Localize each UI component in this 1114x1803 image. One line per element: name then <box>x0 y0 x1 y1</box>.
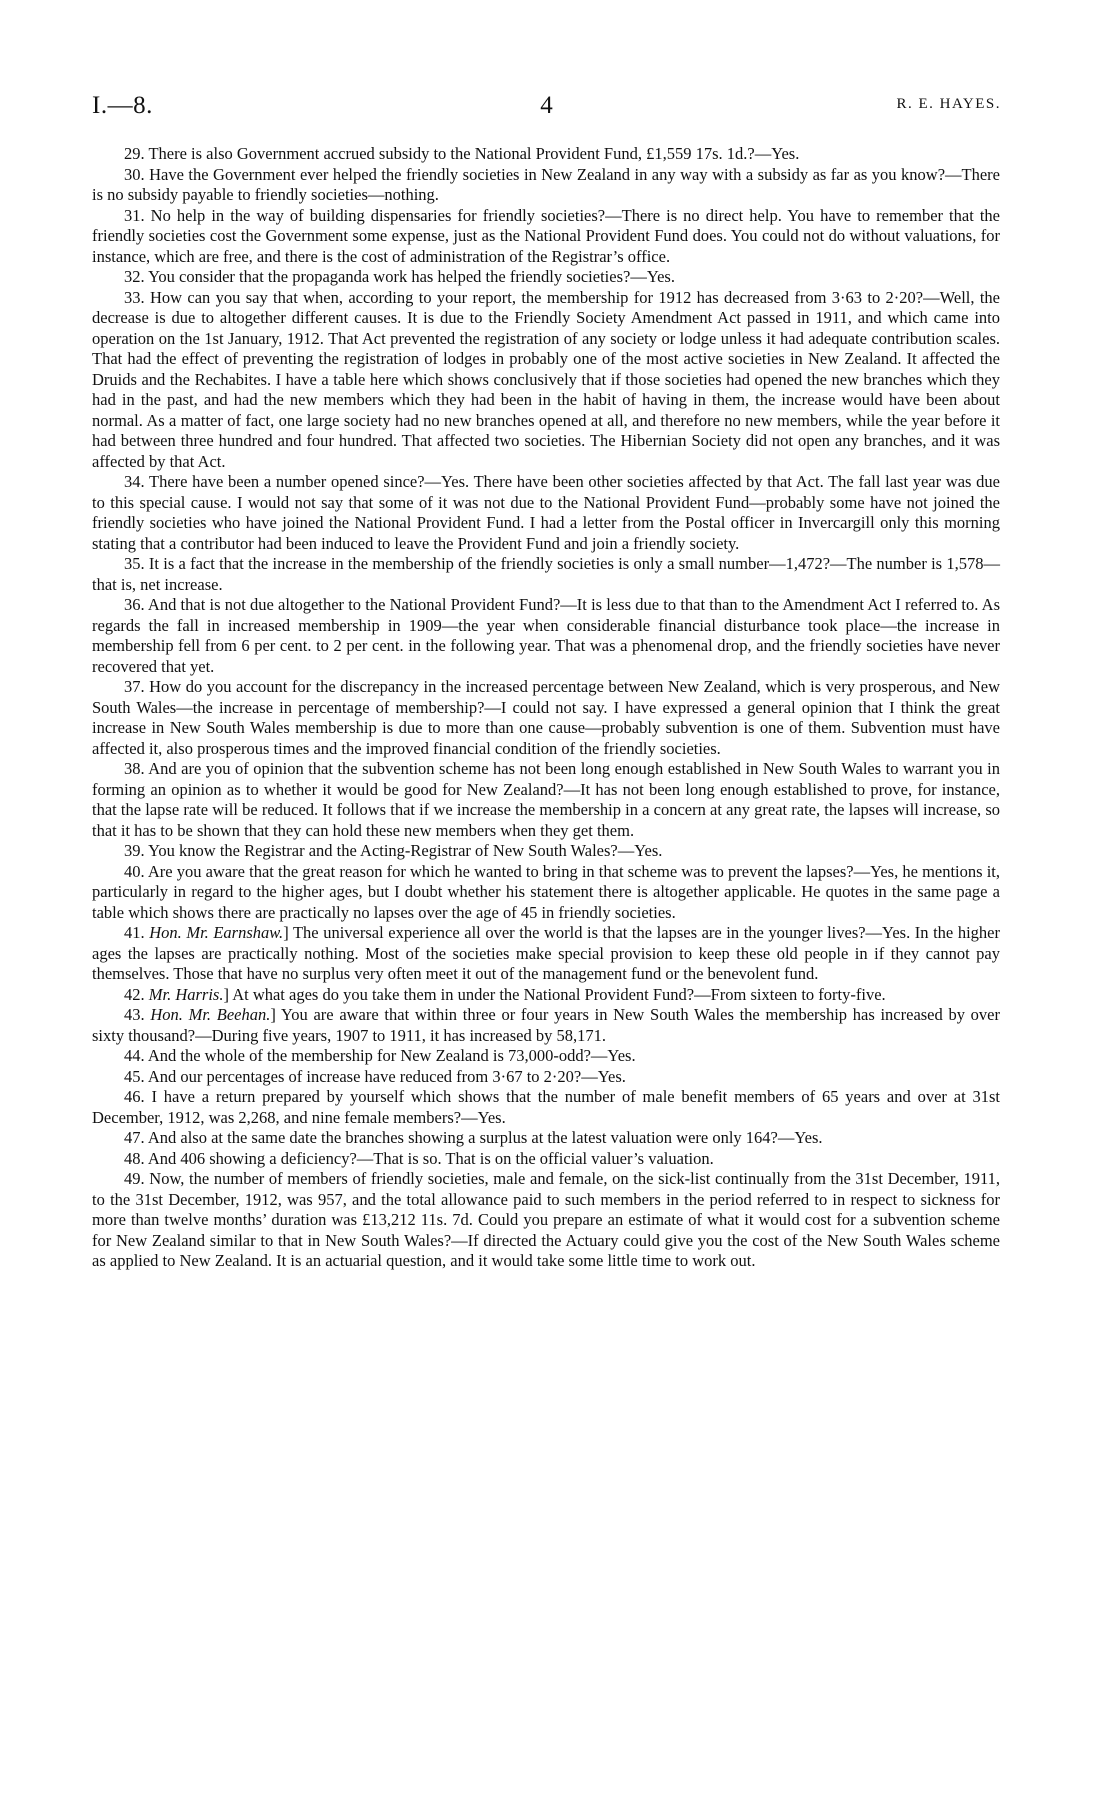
question-42-text: ] At what ages do you take them in under the National Provident Fund?—From sixteen to forty-five. <box>223 984 886 1004</box>
question-36: 36. And that is not due altogether to the National Provident Fund?—It is less due to that than to the Amendment Act I referred to. As regards the fall in increased membership in 1909—the year when considerable financial disturbance took place—the increase in membership fell from 6 per cent. to 2 per cent. in the following year. That was a phenomenal drop, and the friendly societies have never recovered that yet. <box>92 595 1000 676</box>
question-45: 45. And our percentages of increase have reduced from 3·67 to 2·20?—Yes. <box>124 1066 626 1086</box>
paper-reference: I.—8. <box>92 92 153 119</box>
question-37: 37. How do you account for the discrepancy in the increased percentage between New Zealand, which is very prosperous, and New South Wales—the increase in percentage of membership?—I could not say. I have expressed a general opinion that I think the great increase in New South Wales membership is due to more than one cause—probably subvention is one of them. Subvention must have affected it, also prosperous times and the improved financial condition of the friendly societies. <box>92 677 1000 758</box>
page-number: 4 <box>540 92 553 119</box>
question-41-text: ] The universal experience all over the world is that the lapses are in the younger lives?—Yes. In the higher ages the lapses are practically nothing. Most of the societies make special provision to keep these old people in if they cannot pay themselves. Those that have no surplus very often meet it out of the management fund or the benevolent fund. <box>92 923 1000 983</box>
question-41 <box>92 923 1000 985</box>
question-34: 34. There have been a number opened since?—Yes. There have been other societies affected by that Act. The fall last year was due to this special cause. I would not say that some of it was not due to the National Provident Fund—probably some have not joined the friendly societies who have joined the National Provident Fund. I had a letter from the Postal officer in Invercargill only this morning stating that a contributor had been induced to leave the Provident Fund and join a friendly society. <box>92 472 1000 553</box>
testimony-body <box>92 144 1000 1272</box>
question-47: 47. And also at the same date the branches showing a surplus at the latest valuation were only 164?—Yes. <box>124 1128 823 1147</box>
page-header <box>92 92 1001 126</box>
question-29: 29. There is also Government accrued subsidy to the National Provident Fund, £1,559 17s. 1d.?—Yes. <box>124 144 800 163</box>
question-46: 46. I have a return prepared by yourself which shows that the number of male benefit members of 65 years and over at 31st December, 1912, was 2,268, and nine female members?—Yes. <box>92 1087 1000 1127</box>
question-40: 40. Are you aware that the great reason for which he wanted to bring in that scheme was to prevent the lapses?—Yes, he mentions it, particularly in regard to the higher ages, but I doubt whether his statement there is altogether applicable. He quotes in the same page a table which shows there are practically no lapses over the age of 45 in friendly societies. <box>92 861 1000 922</box>
question-31: 31. No help in the way of building dispensaries for friendly societies?—There is no direct help. You have to remember that the friendly societies cost the Government some expense, just as the National Provident Fund does. You could not do without valuations, for instance, which are free, and there is the cost of administration of the Registrar’s office. <box>92 205 1000 266</box>
question-49: 49. Now, the number of members of friendly societies, male and female, on the sick-list continually from the 31st December, 1911, to the 31st December, 1912, was 957, and the total allowance paid to such members in the period referred to in respect to sickness for more than twelve months’ duration was £13,212 11s. 7d. Could you prepare an estimate of what it would cost for a subvention scheme for New Zealand similar to that in New South Wales?—If directed the Actuary could give you the cost of the New South Wales scheme as applied to New Zealand. It is an actuarial question, and it would take some little time to work out. <box>92 1169 1000 1270</box>
question-42 <box>92 985 1000 1006</box>
question-43-speaker: Hon. Mr. Beehan. <box>150 1005 271 1024</box>
question-41-speaker: Hon. Mr. Earnshaw. <box>149 923 284 942</box>
question-35: 35. It is a fact that the increase in the membership of the friendly societies is only a small number—1,472?—The number is 1,578—that is, net increase. <box>92 554 1000 594</box>
question-44: 44. And the whole of the membership for New Zealand is 73,000-odd?—Yes. <box>124 1046 636 1065</box>
question-48: 48. And 406 showing a deficiency?—That is so. That is on the official valuer’s valuation. <box>124 1148 714 1168</box>
question-42-speaker: Mr. Harris. <box>148 984 224 1004</box>
question-38: 38. And are you of opinion that the subvention scheme has not been long enough established in New South Wales to warrant you in forming an opinion as to whether it would be good for New Zealand?—It has not been long enough established to prove, for instance, that the lapse rate will be reduced. It follows that if we increase the membership in a concern at any great rate, the lapses will increase, so that it has to be shown that they can hold these new members when they get them. <box>92 759 1000 840</box>
question-32: 32. You consider that the propaganda work has helped the friendly societies?—Yes. <box>124 267 675 286</box>
question-43-text: ] You are aware that within three or four years in New South Wales the membership has increased by over sixty thousand?—During five years, 1907 to 1911, it has increased by 58,171. <box>92 1005 1001 1045</box>
question-43-number: 43. <box>124 1005 151 1024</box>
question-42-number: 42. <box>124 984 149 1004</box>
question-43 <box>92 1005 1000 1046</box>
question-30: 30. Have the Government ever helped the friendly societies in New Zealand in any way with a subsidy as far as you know?—There is no subsidy payable to friendly societies—nothing. <box>92 164 1000 204</box>
question-41-number: 41. <box>124 923 150 942</box>
witness-name: R. E. HAYES. <box>896 96 1001 112</box>
question-39: 39. You know the Registrar and the Acting-Registrar of New South Wales?—Yes. <box>124 841 663 860</box>
question-33: 33. How can you say that when, according to your report, the membership for 1912 has decreased from 3·63 to 2·20?—Well, the decrease is due to altogether different causes. It is due to the Friendly Society Amendment Act passed in 1911, and which came into operation on the 1st January, 1912. That Act prevented the registration of any society or lodge unless it had adequate contribution scales. That had the effect of preventing the registration of lodges in probably one of the most active societies in New Zealand. It affected the Druids and the Rechabites. I have a table here which shows conclusively that if those societies had opened the new branches which they had in the past, and had the new members which they had been in the habit of having in them, the increase would have been about normal. As a matter of fact, one large society had no new branches opened at all, and therefore no new members, while the year before it had between three hundred and four hundred. That affected two societies. The Hibernian Society did not open any branches, and it was affected by that Act. <box>92 287 1000 471</box>
